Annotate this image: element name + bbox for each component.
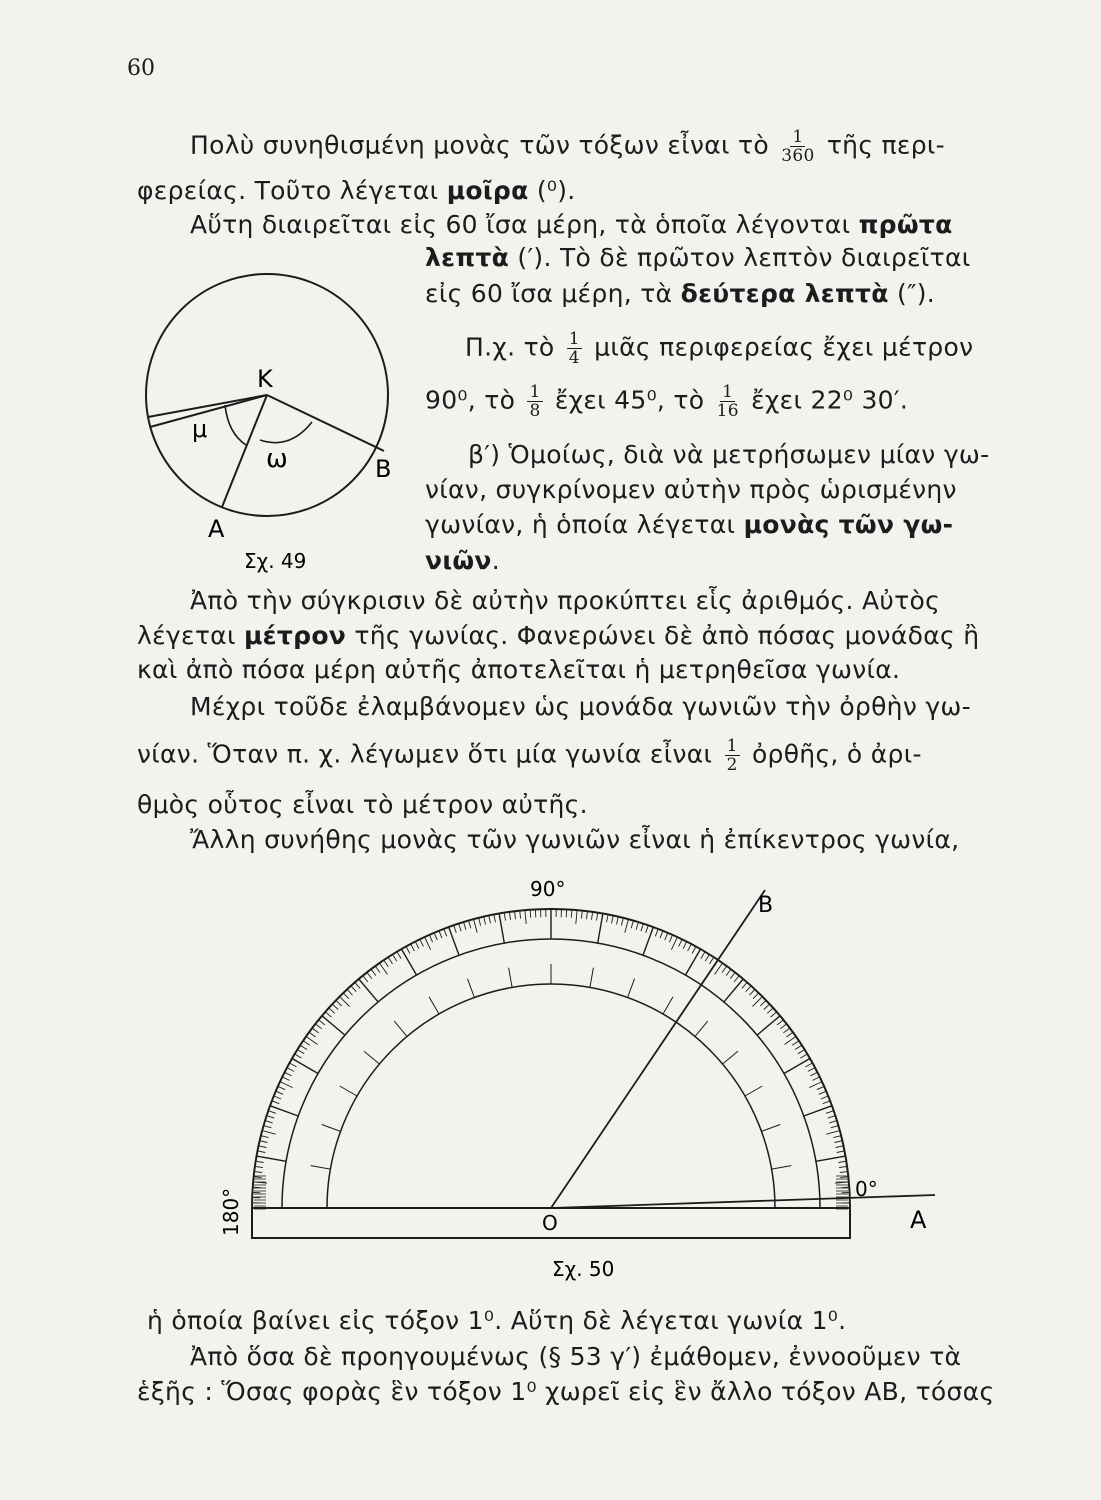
degree-tick: [303, 1041, 310, 1046]
degree-tick: [347, 989, 352, 995]
degree-tick: [267, 1116, 275, 1119]
label-A: A: [208, 515, 225, 543]
degree-tick: [780, 1024, 786, 1029]
degree-tick: [809, 1082, 822, 1088]
degree-tick: [625, 919, 629, 933]
degree-tick: [612, 916, 614, 924]
term-nion: νιῶν: [425, 546, 492, 575]
text-line-5: εἰς 60 ἴσα μέρη, τὰ δεύτερα λεπτὰ (″).: [425, 279, 936, 308]
degree-tick: [329, 1008, 335, 1013]
degree-tick: [454, 925, 457, 933]
inner-tick: [340, 1086, 357, 1096]
degree-tick: [282, 1077, 289, 1081]
text-line-18: Ἄλλη συνήθης μονὰς τῶν γωνιῶν εἶναι ἡ ἐπίκεντρος γωνία,: [190, 825, 960, 854]
radius-B: [267, 395, 384, 451]
degree-tick: [783, 1028, 789, 1033]
degree-tick: [363, 976, 368, 982]
degree-tick: [332, 1004, 338, 1009]
degree-tick: [285, 1072, 292, 1076]
degree-tick: [439, 931, 442, 938]
degree-tick: [746, 986, 751, 992]
degree-tick: [292, 1059, 318, 1074]
degree-tick: [813, 1077, 820, 1081]
text-line-14: καὶ ἀπὸ πόσα μέρη αὐτῆς ἀποτελεῖται ἡ μετρηθεῖσα γωνία.: [137, 655, 901, 684]
degree-tick: [265, 1121, 273, 1123]
degree-tick: [474, 919, 478, 933]
degree-tick: [679, 939, 683, 946]
degree-tick: [831, 1126, 839, 1128]
degree-tick: [525, 910, 526, 924]
inner-tick: [723, 1051, 738, 1064]
text-line-6: Π.χ. τὸ $\frac{1}{4}$ μιᾶς περιφερείας ἔχει μέτρον: [465, 329, 974, 368]
text-line-16: νίαν. Ὅταν π. χ. λέγωμεν ὅτι μία γωνία εἶναι $\frac{1}{2}$ ὀρθῆς, ὁ ἀρι-: [137, 736, 922, 775]
degree-tick: [826, 1131, 840, 1135]
degree-tick: [726, 969, 731, 975]
degree-tick: [261, 1136, 269, 1138]
degree-tick: [730, 972, 735, 978]
text-line-2: φερείας. Τοῦτο λέγεται μοῖρα (⁰).: [137, 176, 576, 205]
degree-tick: [274, 1096, 281, 1099]
text-run: Πολὺ συνηθισμένη μονὰς τῶν τόξων εἶναι τὸ: [190, 130, 769, 160]
degree-tick: [254, 1177, 262, 1178]
degree-tick: [459, 924, 462, 932]
degree-tick: [692, 947, 696, 954]
degree-tick: [270, 1106, 298, 1116]
term-lepta: λεπτὰ: [425, 243, 510, 272]
degree-tick: [287, 1068, 294, 1072]
degree-tick: [686, 949, 701, 975]
label-K: K: [257, 365, 273, 393]
term-monas: μονὰς τῶν γω-: [743, 510, 954, 539]
label-O: O: [542, 1211, 558, 1235]
degree-tick: [795, 1045, 802, 1049]
text-line-11: νιῶν.: [425, 546, 500, 575]
degree-tick: [276, 1091, 283, 1094]
inner-tick: [468, 979, 475, 998]
degree-tick: [280, 1082, 293, 1088]
term-metron: μέτρον: [243, 621, 347, 650]
degree-tick: [771, 1012, 777, 1017]
text-line-7: 90⁰, τὸ $\frac{1}{8}$ ἔχει 45⁰, τὸ $\frac{1}{16}$ ἔχει 22⁰ 30′.: [425, 382, 909, 421]
radius-mu-1: [148, 395, 267, 417]
degree-tick: [489, 916, 491, 924]
degree-tick: [402, 949, 417, 975]
radius-A: [222, 395, 267, 507]
inner-tick: [695, 1021, 708, 1036]
degree-tick: [835, 1141, 843, 1143]
degree-tick: [643, 927, 653, 955]
degree-tick: [792, 1041, 799, 1046]
degree-tick: [722, 966, 727, 973]
degree-tick: [598, 914, 603, 944]
degree-tick: [295, 1054, 302, 1058]
degree-tick: [786, 1032, 793, 1037]
degree-tick: [724, 979, 743, 1002]
degree-tick: [734, 976, 739, 982]
degree-tick: [272, 1101, 279, 1104]
inner-tick: [590, 968, 594, 988]
degree-tick: [264, 1126, 272, 1128]
text-line-13: λέγεται μέτρον τῆς γωνίας. Φανερώνει δὲ ἀπὸ πόσας μονάδας ἢ: [137, 621, 980, 650]
degree-tick: [397, 952, 401, 959]
degree-tick: [683, 942, 687, 949]
degree-tick: [816, 1156, 846, 1161]
label-0-degrees: 0°: [855, 1177, 878, 1201]
degree-tick: [836, 1146, 844, 1148]
text-line-20: Ἀπὸ ὅσα δὲ προηγουμένως (§ 53 γ′) ἐμάθομεν, ἐννοοῦμεν τὰ: [190, 1342, 962, 1371]
text-line-4: λεπτὰ (′). Τὸ δὲ πρῶτον λεπτὸν διαιρεῖται: [425, 243, 971, 272]
inner-tick: [663, 997, 673, 1014]
degree-tick: [826, 1111, 834, 1114]
degree-tick: [260, 1141, 268, 1143]
text-line-8: β′) Ὁμοίως, διὰ νὰ μετρήσωμεν μίαν γω-: [468, 440, 990, 469]
degree-tick: [371, 969, 376, 975]
figure-50-protractor: [200, 870, 960, 1290]
degree-tick: [764, 1004, 770, 1009]
degree-tick: [444, 929, 447, 936]
degree-tick: [829, 1121, 837, 1123]
degree-tick: [256, 1161, 264, 1162]
arc-omega: [260, 422, 312, 443]
degree-tick: [367, 972, 372, 978]
page-number: 60: [127, 56, 155, 81]
label-mu: μ: [192, 415, 208, 443]
term-moira: μοῖρα: [446, 176, 529, 205]
degree-tick: [665, 933, 668, 940]
degree-tick: [520, 911, 521, 919]
degree-tick: [587, 911, 588, 919]
degree-tick: [823, 1101, 830, 1104]
degree-tick: [607, 915, 609, 923]
degree-tick: [297, 1050, 304, 1054]
fraction-1-4: $\frac{1}{4}$: [568, 329, 580, 368]
degree-tick: [258, 1151, 266, 1153]
degree-tick: [499, 914, 504, 944]
caption-49: Σχ. 49: [244, 549, 307, 573]
fraction-1-2: $\frac{1}{2}$: [726, 736, 738, 775]
inner-tick: [509, 968, 512, 988]
degree-tick: [464, 922, 466, 930]
term-deutera: δεύτερα λεπτὰ: [680, 279, 889, 308]
fraction-1-360: $\frac{1}{360}$: [781, 127, 815, 166]
inner-tick: [762, 1125, 781, 1132]
label-A: A: [910, 1206, 927, 1234]
degree-tick: [838, 1161, 846, 1162]
degree-tick: [300, 1045, 307, 1049]
degree-tick: [705, 954, 709, 961]
degree-tick: [592, 912, 593, 920]
degree-tick: [641, 924, 644, 932]
degree-tick: [254, 1172, 262, 1173]
degree-tick: [515, 911, 516, 919]
degree-tick: [800, 1054, 807, 1058]
degree-tick: [710, 957, 714, 964]
degree-tick: [742, 982, 747, 988]
degree-tick: [840, 1172, 848, 1173]
degree-tick: [479, 918, 481, 926]
degree-tick: [636, 922, 638, 930]
caption-50: Σχ. 50: [552, 1257, 615, 1281]
text-line-10: γωνίαν, ἡ ὁποία λέγεται μονὰς τῶν γω-: [425, 510, 954, 539]
degree-tick: [257, 1156, 287, 1161]
degree-tick: [494, 915, 496, 923]
degree-tick: [420, 939, 424, 946]
degree-tick: [351, 986, 356, 992]
degree-tick: [384, 960, 389, 967]
degree-tick: [671, 937, 677, 950]
degree-tick: [319, 1020, 325, 1025]
degree-tick: [315, 1024, 321, 1029]
degree-tick: [411, 944, 415, 951]
inner-tick: [394, 1021, 407, 1036]
degree-tick: [375, 966, 380, 973]
label-180-degrees: 180°: [219, 1187, 243, 1236]
inner-tick: [628, 979, 635, 998]
degree-tick: [393, 954, 397, 961]
outer-arc: [252, 909, 850, 1208]
degree-tick: [325, 1012, 331, 1017]
degree-tick: [262, 1131, 276, 1135]
degree-tick: [669, 935, 672, 942]
text-line-19: ἡ ὁποία βαίνει εἰς τόξον 1⁰. Αὕτη δὲ λέγεται γωνία 1⁰.: [147, 1306, 847, 1335]
degree-tick: [837, 1151, 845, 1153]
inner-tick: [429, 997, 439, 1014]
degree-tick: [576, 910, 577, 924]
degree-tick: [767, 1008, 773, 1013]
degree-tick: [380, 963, 388, 974]
degree-tick: [757, 1016, 780, 1035]
degree-tick: [806, 1063, 813, 1067]
degree-tick: [571, 910, 572, 918]
degree-tick: [530, 910, 531, 918]
degree-tick: [312, 1028, 318, 1033]
degree-tick: [646, 925, 649, 933]
degree-tick: [581, 911, 582, 919]
label-omega: ω: [266, 444, 288, 474]
text-line-17: θμὸς οὗτος εἶναι τὸ μέτρον αὐτῆς.: [137, 790, 588, 819]
degree-tick: [509, 912, 510, 920]
degree-tick: [808, 1068, 815, 1072]
text-line-12: Ἀπὸ τὴν σύγκρισιν δὲ αὐτὴν προκύπτει εἷς ἀριθμός. Αὐτὸς: [190, 586, 941, 615]
label-B: B: [375, 455, 392, 483]
degree-tick: [322, 1016, 345, 1035]
degree-tick: [819, 1091, 826, 1094]
inner-tick: [364, 1051, 379, 1064]
degree-tick: [449, 927, 459, 955]
degree-tick: [355, 982, 360, 988]
degree-tick: [268, 1111, 276, 1114]
degree-tick: [750, 989, 755, 995]
degree-tick: [259, 1146, 267, 1148]
figure-49-circle: [130, 255, 420, 585]
fraction-1-8: $\frac{1}{8}$: [529, 382, 541, 421]
degree-tick: [621, 918, 623, 926]
degree-tick: [406, 947, 410, 954]
degree-tick: [484, 917, 486, 925]
inner-tick: [772, 1166, 792, 1170]
degree-tick: [278, 1086, 285, 1089]
degree-tick: [785, 1037, 796, 1045]
text-line-1: [190, 128, 945, 165]
degree-tick: [617, 917, 619, 925]
inner-tick: [745, 1086, 762, 1096]
degree-tick: [343, 993, 349, 999]
degree-tick: [753, 993, 759, 999]
degree-tick: [597, 913, 598, 921]
degree-tick: [840, 1177, 848, 1178]
degree-tick: [833, 1136, 841, 1138]
degree-tick: [309, 1032, 316, 1037]
degree-tick: [434, 933, 437, 940]
ray-OB: [551, 890, 765, 1208]
degree-tick: [504, 913, 505, 921]
text-line-9: νίαν, συγκρίνομεν αὐτὴν πρὸς ὡρισμένην: [425, 475, 957, 504]
degree-tick: [359, 979, 378, 1002]
text-line-15: Μέχρι τοῦδε ἐλαμβάνομεν ὡς μονάδα γωνιῶν τὴν ὀρθὴν γω-: [190, 692, 971, 721]
degree-tick: [777, 1020, 783, 1025]
degree-tick: [810, 1072, 817, 1076]
degree-tick: [425, 937, 431, 950]
degree-tick: [290, 1063, 297, 1067]
arc-mu: [225, 405, 246, 445]
degree-tick: [701, 952, 705, 959]
degree-tick: [798, 1050, 805, 1054]
degree-tick: [415, 942, 419, 949]
degree-tick: [817, 1086, 824, 1089]
inner-tick: [322, 1125, 341, 1132]
degree-tick: [660, 931, 663, 938]
degree-tick: [688, 944, 692, 951]
label-90: 90°: [530, 877, 566, 901]
degree-tick: [839, 1166, 847, 1167]
degree-tick: [784, 1059, 810, 1074]
degree-tick: [255, 1166, 263, 1167]
degree-tick: [469, 921, 471, 929]
text-line-21: ἑξῆς : Ὅσας φορὰς ἓν τόξον 1⁰ χωρεῖ εἰς ἓν ἄλλο τόξον ΑΒ, τόσας: [137, 1377, 995, 1406]
protractor-ticks: [252, 909, 850, 1209]
degree-tick: [821, 1096, 828, 1099]
inner-tick: [311, 1166, 331, 1170]
degree-tick: [336, 1000, 342, 1006]
fraction-1-16: $\frac{1}{16}$: [716, 382, 739, 421]
degree-tick: [631, 921, 633, 929]
text-line-3: Αὕτη διαιρεῖται εἰς 60 ἴσα μέρη, τὰ ὁποῖα λέγονται πρῶτα: [190, 210, 953, 239]
inner-opening-arc: [327, 984, 775, 1208]
radius-mu-2: [150, 395, 267, 427]
text-run: τῆς περι-: [826, 130, 945, 160]
degree-tick: [804, 1106, 832, 1116]
degree-tick: [655, 929, 658, 936]
term-prota: πρῶτα: [858, 210, 953, 239]
degree-tick: [429, 935, 432, 942]
degree-tick: [760, 1000, 766, 1006]
degree-tick: [828, 1116, 836, 1119]
degree-tick: [306, 1037, 317, 1045]
label-B: B: [758, 893, 774, 918]
degree-tick: [388, 957, 392, 964]
